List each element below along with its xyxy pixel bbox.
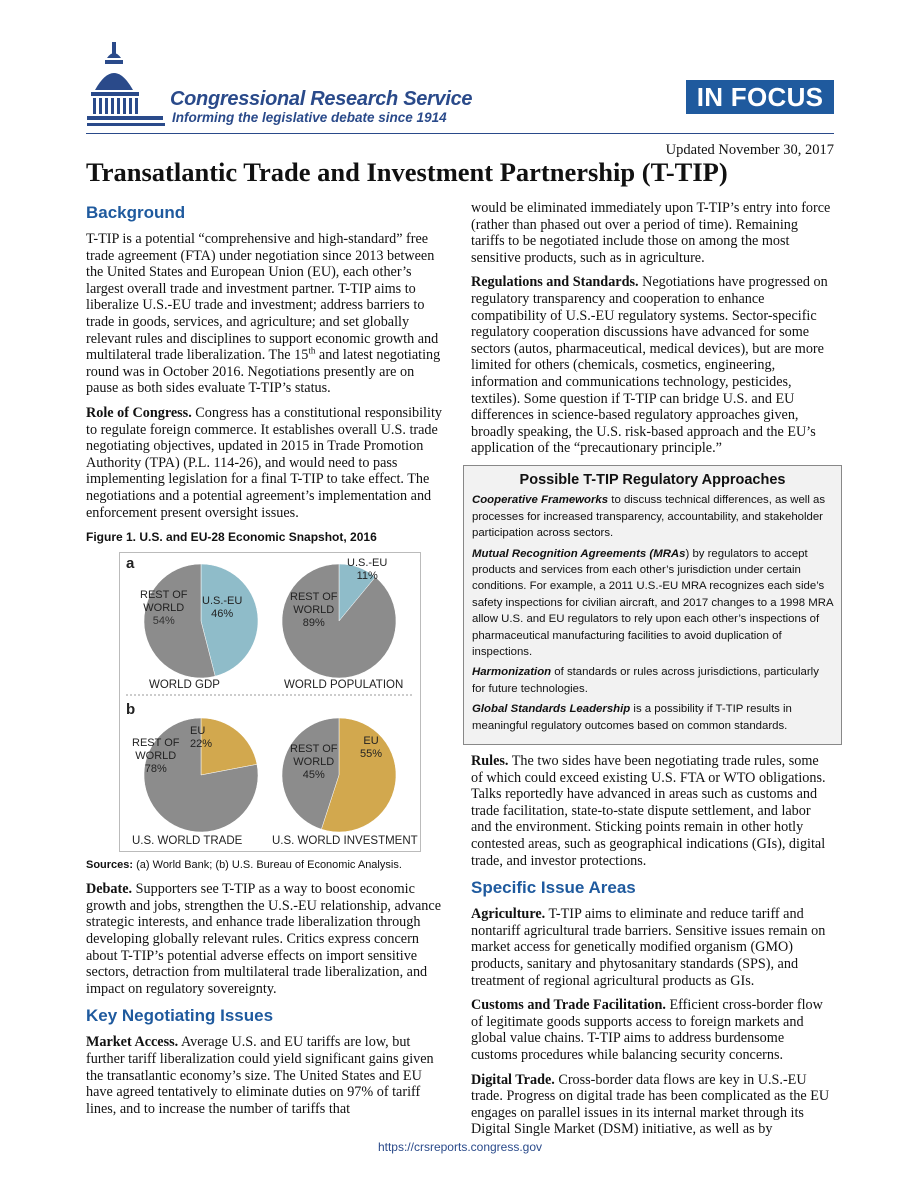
- page-title: Transatlantic Trade and Investment Partnership (T-TIP): [86, 157, 728, 187]
- trade-eu-label: EU 22%: [190, 724, 213, 750]
- paragraph-market-access-cont: would be eliminated immediately upon T-TIP’s entry into force (rather than phased out over a period of time). Remaining tariffs to be negotiated include those on among the most sensitive products, such as in agriculture.: [471, 200, 831, 266]
- figure-sources: Sources: (a) World Bank; (b) U.S. Bureau of Economic Analysis.: [86, 858, 402, 871]
- header-divider: [86, 133, 834, 134]
- box-item-harmonization: Harmonization of standards or rules across jurisdictions, particularly for future technologies.: [472, 666, 819, 695]
- paragraph-agriculture: Agriculture. T-TIP aims to eliminate and reduce tariff and nontariff agricultural trade barriers. Sensitive issues remain on market access for genetically modified organism (GMO) products, sanitary and phytosanitary standards (SPS), and treatment of regional agricultural products as GIs.: [471, 906, 826, 989]
- box-item-global-standards: Global Standards Leadership is a possibility if T-TIP results in meaningful regulatory outcomes based on common standards.: [472, 703, 792, 732]
- figure-title: Figure 1. U.S. and EU-28 Economic Snapshot, 2016: [86, 530, 377, 545]
- inv-eu-label: EU 55%: [360, 734, 383, 760]
- paragraph-background: T-TIP is a potential “comprehensive and high-standard” free trade agreement (FTA) under negotiation since 2013 between the United States and European Union (EU), each other’s largest overall trade and investment partner. T-TIP aims to liberalize U.S.-EU trade and investment; address barriers to trade in goods, services, and agriculture; and set globally relevant rules and disciplines to support economic growth and multilateral trade liberalization. The 15th and latest negotiating round was in October 2016. Negotiations presently are on pause as both sides evaluate T-TIP’s status.: [86, 231, 441, 397]
- panel-b-label: b: [126, 700, 136, 718]
- regulatory-approaches-box: [463, 465, 842, 745]
- paragraph-market-access: Market Access. Average U.S. and EU tariffs are low, but further tariff liberalization could yield significant gains given the transatlantic economy’s size. The United States and EU have agreed tentatively to eliminate duties on 97% of tariff lines, and to increase the number of tariffs that: [86, 1034, 434, 1117]
- paragraph-regulations: Regulations and Standards. Negotiations have progressed on regulatory transparency and cooperation to enhance compatibility of U.S.-EU regulatory systems. Sector-specific regulatory cooperation discussions have advanced for some sectors (autos, pharmaceutical, medical devices), but are more limited for others (chemicals, cosmetics, engineering, information and communications technology, pesticides, textiles). Some question if T-TIP can bridge U.S. and EU differences in science-based regulatory approaches given, broadly speaking, the U.S. risk-based approach and the EU’s application of the “precautionary principle.”: [471, 274, 828, 457]
- paragraph-role-of-congress: Role of Congress. Congress has a constitutional responsibility to regulate foreign commerce. It establishes overall U.S. trade negotiating objectives, updated in 2015 in Trade Promotion Authority (TPA) (P.L. 114-26), and would need to pass implementing legislation for a final T-TIP to take effect. The negotiations and a potential agreement’s implementation and enforcement present oversight issues.: [86, 404, 442, 521]
- panel-a-label: a: [126, 554, 135, 572]
- pop-useu-label: U.S.-EU 11%: [347, 556, 388, 582]
- in-focus-badge: IN FOCUS: [686, 80, 834, 114]
- capitol-dome-icon: [85, 40, 175, 135]
- caption-us-world-investment: U.S. WORLD INVESTMENT: [272, 834, 418, 847]
- org-name: Congressional Research Service: [170, 88, 473, 110]
- footer-link[interactable]: https://crsreports.congress.gov: [377, 1140, 543, 1154]
- trade-rest-label: REST OF WORLD 78%: [132, 736, 180, 775]
- heading-specific-issue-areas: Specific Issue Areas: [471, 878, 636, 898]
- box-item-cooperative: Cooperative Frameworks to discuss technical differences, as well as processes for increased transparency, accountability, and stakeholder participation across sectors.: [472, 494, 826, 540]
- box-title: Possible T-TIP Regulatory Approaches: [519, 471, 786, 488]
- pop-rest-label: REST OF WORLD 89%: [290, 590, 338, 629]
- economic-snapshot-figure: [119, 552, 421, 852]
- left-column: [86, 200, 448, 1125]
- caption-us-world-trade: U.S. WORLD TRADE: [132, 834, 243, 847]
- paragraph-rules: Rules. The two sides have been negotiating trade rules, some of which could exceed existing U.S. FTA or WTO obligations. Talks reportedly have advanced in areas such as customs and trade facilitation, state-to-state dispute settlement, and labor and the environment. Sticking points remain in other hotly contested areas, such as geographical indications (GIs), digital trade, and investor protections.: [471, 753, 826, 869]
- caption-world-population: WORLD POPULATION: [284, 678, 404, 691]
- box-item-mras: Mutual Recognition Agreements (MRAs) by regulators to accept products and services from each other’s jurisdiction under certain conditions. For example, a 2011 U.S.-EU MRA recognizes each side’s safety inspections for civilian aircraft, and 2017 changes to a 1998 MRA allow U.S. and EU regulators to rely upon each other’s inspections of pharmaceutical manufacturing facilities to avoid duplication of inspections.: [472, 547, 833, 658]
- paragraph-debate: Debate. Supporters see T-TIP as a way to boost economic growth and jobs, strengthen the U.S.-EU relationship, advance strategic interests, and enhance trade liberalization through developing globally relevant rules. Critics express concern about T-TIP’s potential adverse effects on import sensitive sectors, detraction from multilateral trade liberalization, and impact on regulatory sovereignty.: [86, 881, 441, 997]
- right-column: [471, 200, 833, 1146]
- gdp-rest-label: REST OF WORLD 54%: [140, 588, 188, 627]
- caption-world-gdp: WORLD GDP: [149, 678, 220, 691]
- inv-rest-label: REST OF WORLD 45%: [290, 742, 338, 781]
- paragraph-customs: Customs and Trade Facilitation. Efficient cross-border flow of legitimate goods supports access to foreign markets and global value chains. T-TIP aims to address burdensome customs procedures while balancing security concerns.: [471, 997, 823, 1063]
- org-tagline: Informing the legislative debate since 1914: [172, 110, 447, 125]
- heading-key-negotiating-issues: Key Negotiating Issues: [86, 1006, 274, 1026]
- paragraph-digital-trade: Digital Trade. Cross-border data flows are key in U.S.-EU trade. Progress on digital trade has been complicated as the EU engages on parallel issues in its internal market through its Digital Single Market (DSM) initiative, as well as by: [471, 1071, 830, 1138]
- updated-date: Updated November 30, 2017: [665, 142, 834, 158]
- gdp-useu-label: U.S.-EU 46%: [202, 594, 243, 620]
- heading-background: Background: [86, 203, 186, 222]
